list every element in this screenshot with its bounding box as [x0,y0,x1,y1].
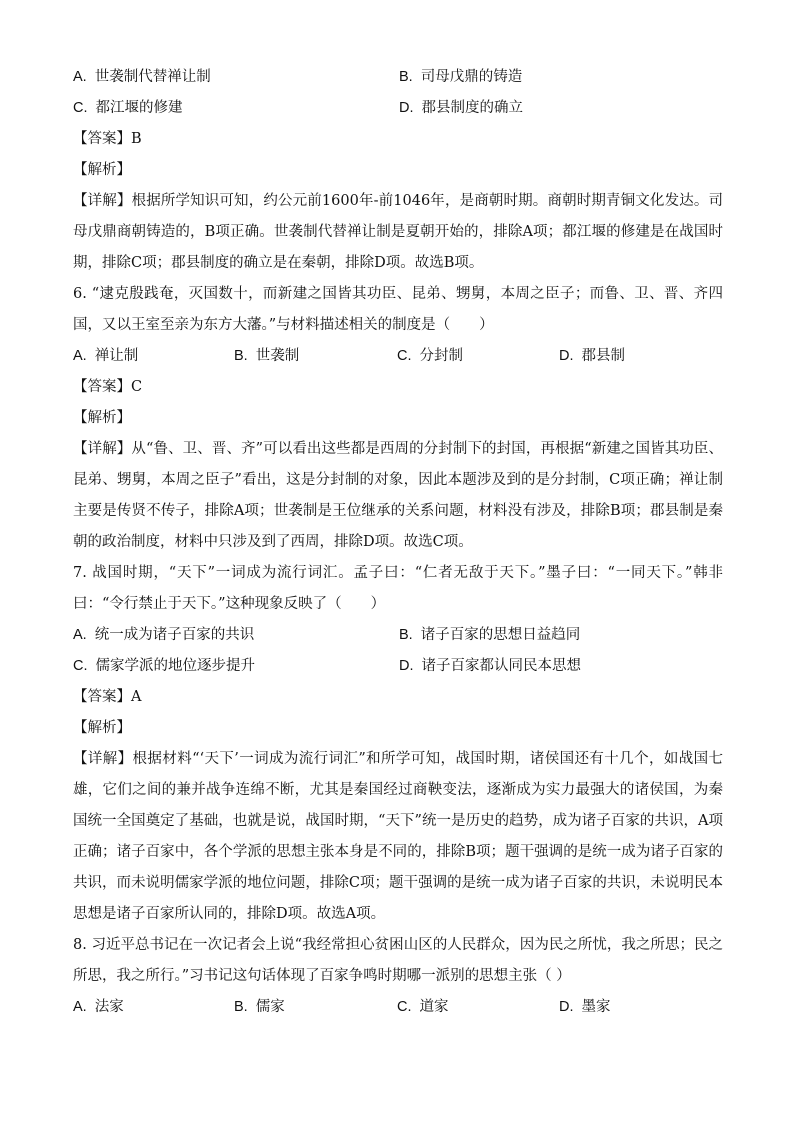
q7-option-b [399,620,723,651]
option-label: B. [234,348,248,364]
option-text: 道家 [419,999,449,1015]
option-text: 法家 [94,999,124,1015]
q5-answer: 【答案】B [73,131,142,147]
q8-stem: 8. 习近平总书记在一次记者会上说“我经常担心贫困山区的人民群众，因为民之所忧，我之所思；民之所思，我之所行。”习书记这句话体现了百家争鸣时期哪一派别的思想主张（ ） [73,937,723,984]
option-label: C. [397,348,412,364]
option-text: 分封制 [419,348,463,364]
q7-option-a [73,620,399,651]
option-text: 儒家学派的地位逐步提升 [95,658,255,674]
q5-option-d [399,93,723,124]
option-label: C. [397,999,412,1015]
q5-detail: 【详解】根据所学知识可知，约公元前1600年-前1046年，是商朝时期。商朝时期青铜文化发达。司母戊鼎商朝铸造的，B项正确。世袭制代替禅让制是夏朝开始的，排除A项；都江堰的修建是在战国时期，排除C项；郡县制度的确立是在秦朝，排除D项。故选B项。 [73,193,723,271]
option-label: D. [399,100,414,116]
option-label: B. [399,69,413,85]
q6-options [73,341,723,372]
option-text: 郡县制 [581,348,625,364]
q7-option-d [399,651,723,682]
option-text: 世袭制代替禅让制 [94,69,211,85]
option-label: B. [399,627,413,643]
option-text: 统一成为诸子百家的共识 [94,627,255,643]
q5-option-c [73,93,399,124]
q7-options-row-2 [73,651,723,682]
q7-option-c [73,651,399,682]
option-label: D. [399,658,414,674]
option-label: B. [234,999,248,1015]
option-label: D. [559,999,574,1015]
option-text: 诸子百家都认同民本思想 [421,658,581,674]
option-text: 儒家 [255,999,285,1015]
option-text: 司母戊鼎的铸造 [420,69,523,85]
q5-options-row-2 [73,93,723,124]
document-page [73,62,723,1023]
option-text: 都江堰的修建 [95,100,183,116]
q7-detail: 【详解】根据材料“‘天下’一词成为流行词汇”和所学可知，战国时期，诸侯国还有十几个，如战国七雄，它们之间的兼并战争连绵不断，尤其是秦国经过商鞅变法，逐渐成为实力最强大的诸侯国，为秦国统一全国奠定了基础，也就是说，战国时期，“天下”统一是历史的趋势，成为诸子百家的共识，A项正确；诸子百家中，各个学派的思想主张本身是不同的，排除B项；题干强调的是统一成为诸子百家的共识，而未说明儒家学派的地位问题，排除C项；题干强调的是统一成为诸子百家的共识，未说明民本思想是诸子百家所认同的，排除D项。故选A项。 [73,751,723,922]
q8-option-c [397,992,559,1023]
option-label: A. [73,348,87,364]
option-label: C. [73,658,88,674]
q6-option-b [234,341,397,372]
option-label: D. [559,348,574,364]
q6-answer: 【答案】C [73,379,143,395]
q6-option-d [559,341,723,372]
q6-stem: 6. “逮克殷践奄，灭国数十，而新建之国皆其功臣、昆弟、甥舅，本周之臣子；而鲁、卫、晋、齐四国，又以王室至亲为东方大藩。”与材料描述相关的制度是（ ） [73,286,723,333]
q5-analysis-title: 【解析】 [73,162,131,178]
q8-options [73,992,723,1023]
option-label: A. [73,69,87,85]
option-label: A. [73,999,87,1015]
q7-options-row-1 [73,620,723,651]
q6-option-a [73,341,234,372]
q6-detail: 【详解】从“鲁、卫、晋、齐”可以看出这些都是西周的分封制下的封国，再根据“新建之国皆其功臣、昆弟、甥舅，本周之臣子”看出，这是分封制的对象，因此本题涉及到的是分封制，C项正确；禅让制主要是传贤不传子，排除A项；世袭制是王位继承的关系问题，材料没有涉及，排除B项；郡县制是秦朝的政治制度，材料中只涉及到了西周，排除D项。故选C项。 [73,441,723,550]
option-text: 郡县制度的确立 [421,100,523,116]
option-text: 墨家 [581,999,611,1015]
option-label: C. [73,100,88,116]
option-label: A. [73,627,87,643]
option-text: 禅让制 [94,348,139,364]
q7-analysis-title: 【解析】 [73,720,131,736]
option-text: 世袭制 [255,348,300,364]
q7-answer: 【答案】A [73,689,142,705]
q7-stem: 7. 战国时期，“天下”一词成为流行词汇。孟子曰：“仁者无敌于天下。”墨子曰：“一同天下。”韩非曰：“令行禁止于天下。”这种现象反映了（ ） [73,565,723,612]
q8-option-b [234,992,397,1023]
q8-option-d [559,992,723,1023]
q5-options-row-1 [73,62,723,93]
q8-option-a [73,992,234,1023]
option-text: 诸子百家的思想日益趋同 [420,627,581,643]
q5-option-b [399,62,723,93]
q5-option-a [73,62,399,93]
q6-option-c [397,341,559,372]
q6-analysis-title: 【解析】 [73,410,131,426]
